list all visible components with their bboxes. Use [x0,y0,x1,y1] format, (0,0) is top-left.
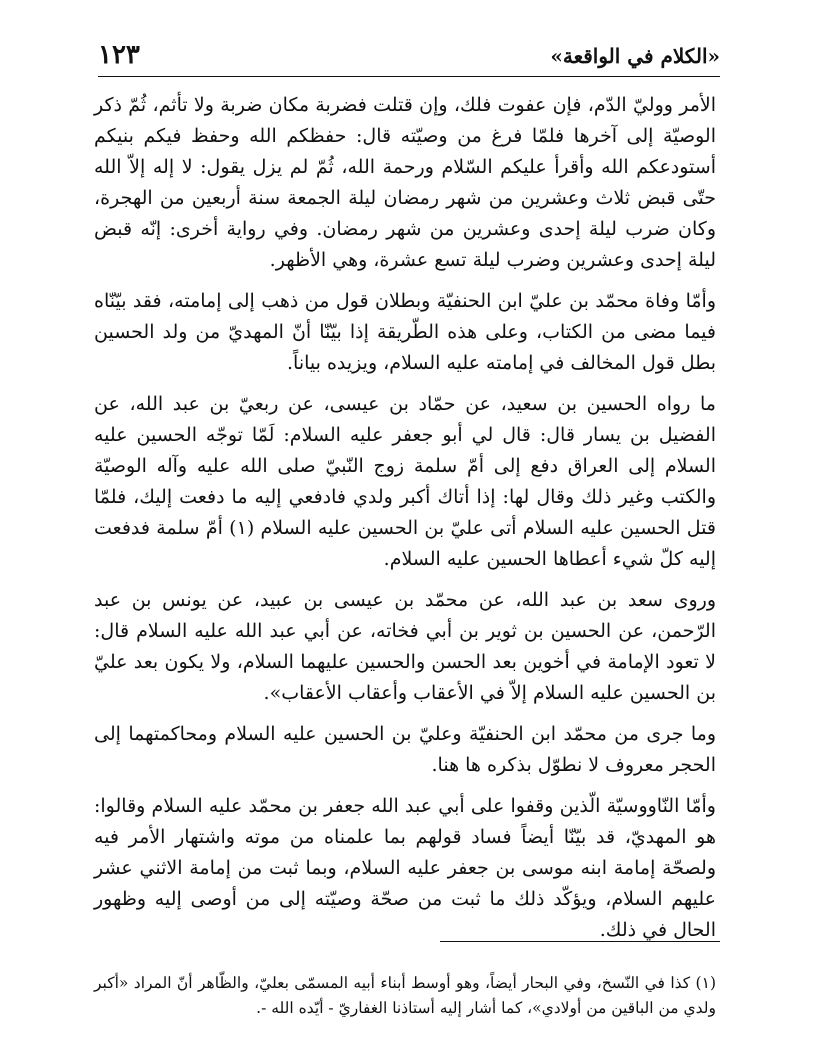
main-text [94,90,716,956]
running-title: «الكلام في الواقعة» [550,44,720,68]
paragraph: ما رواه الحسين بن سعيد، عن حمّاد بن عيسى، عن ربعيّ بن عبد الله، عن الفضيل بن يسار قال: قال لي أبو جعفر عليه السلام: لَمّا توجّه الحسين عليه السلام إلى العراق دفع إلى أمّ سلمة زوج النّبيّ صلى الله عليه وآله الوصيّة والكتب وغير ذلك وقال لها: إذا أتاك أكبر ولدي فادفعي إليه ما دفعت إليك، فلمّا قتل الحسين عليه السلام أتى عليّ بن الحسين عليه السلام (١) أمّ سلمة فدفعت إليه كلّ شيء أعطاها الحسين عليه السلام. [94,393,716,570]
paragraph: وما جرى من محمّد ابن الحنفيّة وعليّ بن الحسين عليه السلام ومحاكمتهما إلى الحجر معروف لا نطوّل بذكره ها هنا. [94,723,716,776]
header-rule [98,76,720,77]
page-header [98,40,720,76]
paragraph: وأمّا النّاووسيّة الّذين وقفوا على أبي عبد الله جعفر بن محمّد عليه السلام وقالوا: هو المهديّ، قد بيّنّا أيضاً فساد قولهم بما علمناه من موته واشتهار الأمر فيه ولصحّة إمامة ابنه موسى بن جعفر عليه السلام، وبما ثبت من إمامة الاثني عشر عليهم السلام، ويؤكّد ذلك ما ثبت من صحّة وصيّته إلى من أوصى إليه وظهور الحال في ذلك. [94,795,716,941]
footnote-rule [440,941,720,942]
paragraph: الأمر ووليّ الدّم، فإن عفوت فلك، وإن قتلت فضربة مكان ضربة ولا تأثم، ثُمّ ذكر الوصيّة إلى آخرها فلمّا فرغ من وصيّته قال: حفظكم الله وحفظ فيكم بنيكم أستودعكم الله وأقرأ عليكم السّلام ورحمة الله، ثُمّ لم يزل يقول: لا إله إلاّ الله حتّى قبض ثلاث وعشرين من شهر رمضان ليلة الجمعة سنة أربعين من الهجرة، وكان ضرب ليلة إحدى وعشرين من شهر رمضان. وفي رواية أخرى: إنّه قبض ليلة إحدى وعشرين وضرب ليلة تسع عشرة، وهي الأظهر. [94,94,716,271]
page-number: ١٢٣ [98,40,140,70]
paragraph: وروى سعد بن عبد الله، عن محمّد بن عيسى بن عبيد، عن يونس بن عبد الرّحمن، عن الحسين بن ثوير بن أبي فخاته، عن أبي عبد الله عليه السلام قال: لا تعود الإمامة في أخوين بعد الحسن والحسين عليهما السلام، ولا يكون بعد عليّ بن الحسين عليه السلام إلاّ في الأعقاب وأعقاب الأعقاب». [94,589,716,704]
footnote: (١) كذا في النّسخ، وفي البحار أيضاً، وهو أوسط أبناء أبيه المسمّى بعليّ، والظّاهر أنّ المراد «أكبر ولدي من الباقين من أولادي»، كما أشار إليه أستاذنا الغفاريّ - أيّده الله -. [94,973,716,1017]
paragraph: وأمّا وفاة محمّد بن عليّ ابن الحنفيّة وبطلان قول من ذهب إلى إمامته، فقد بيّنّاه فيما مضى من الكتاب، وعلى هذه الطّريقة إذا بيّنّا أنّ المهديّ من ولد الحسين بطل قول المخالف في إمامته عليه السلام، ويزيده بياناً. [94,290,716,374]
